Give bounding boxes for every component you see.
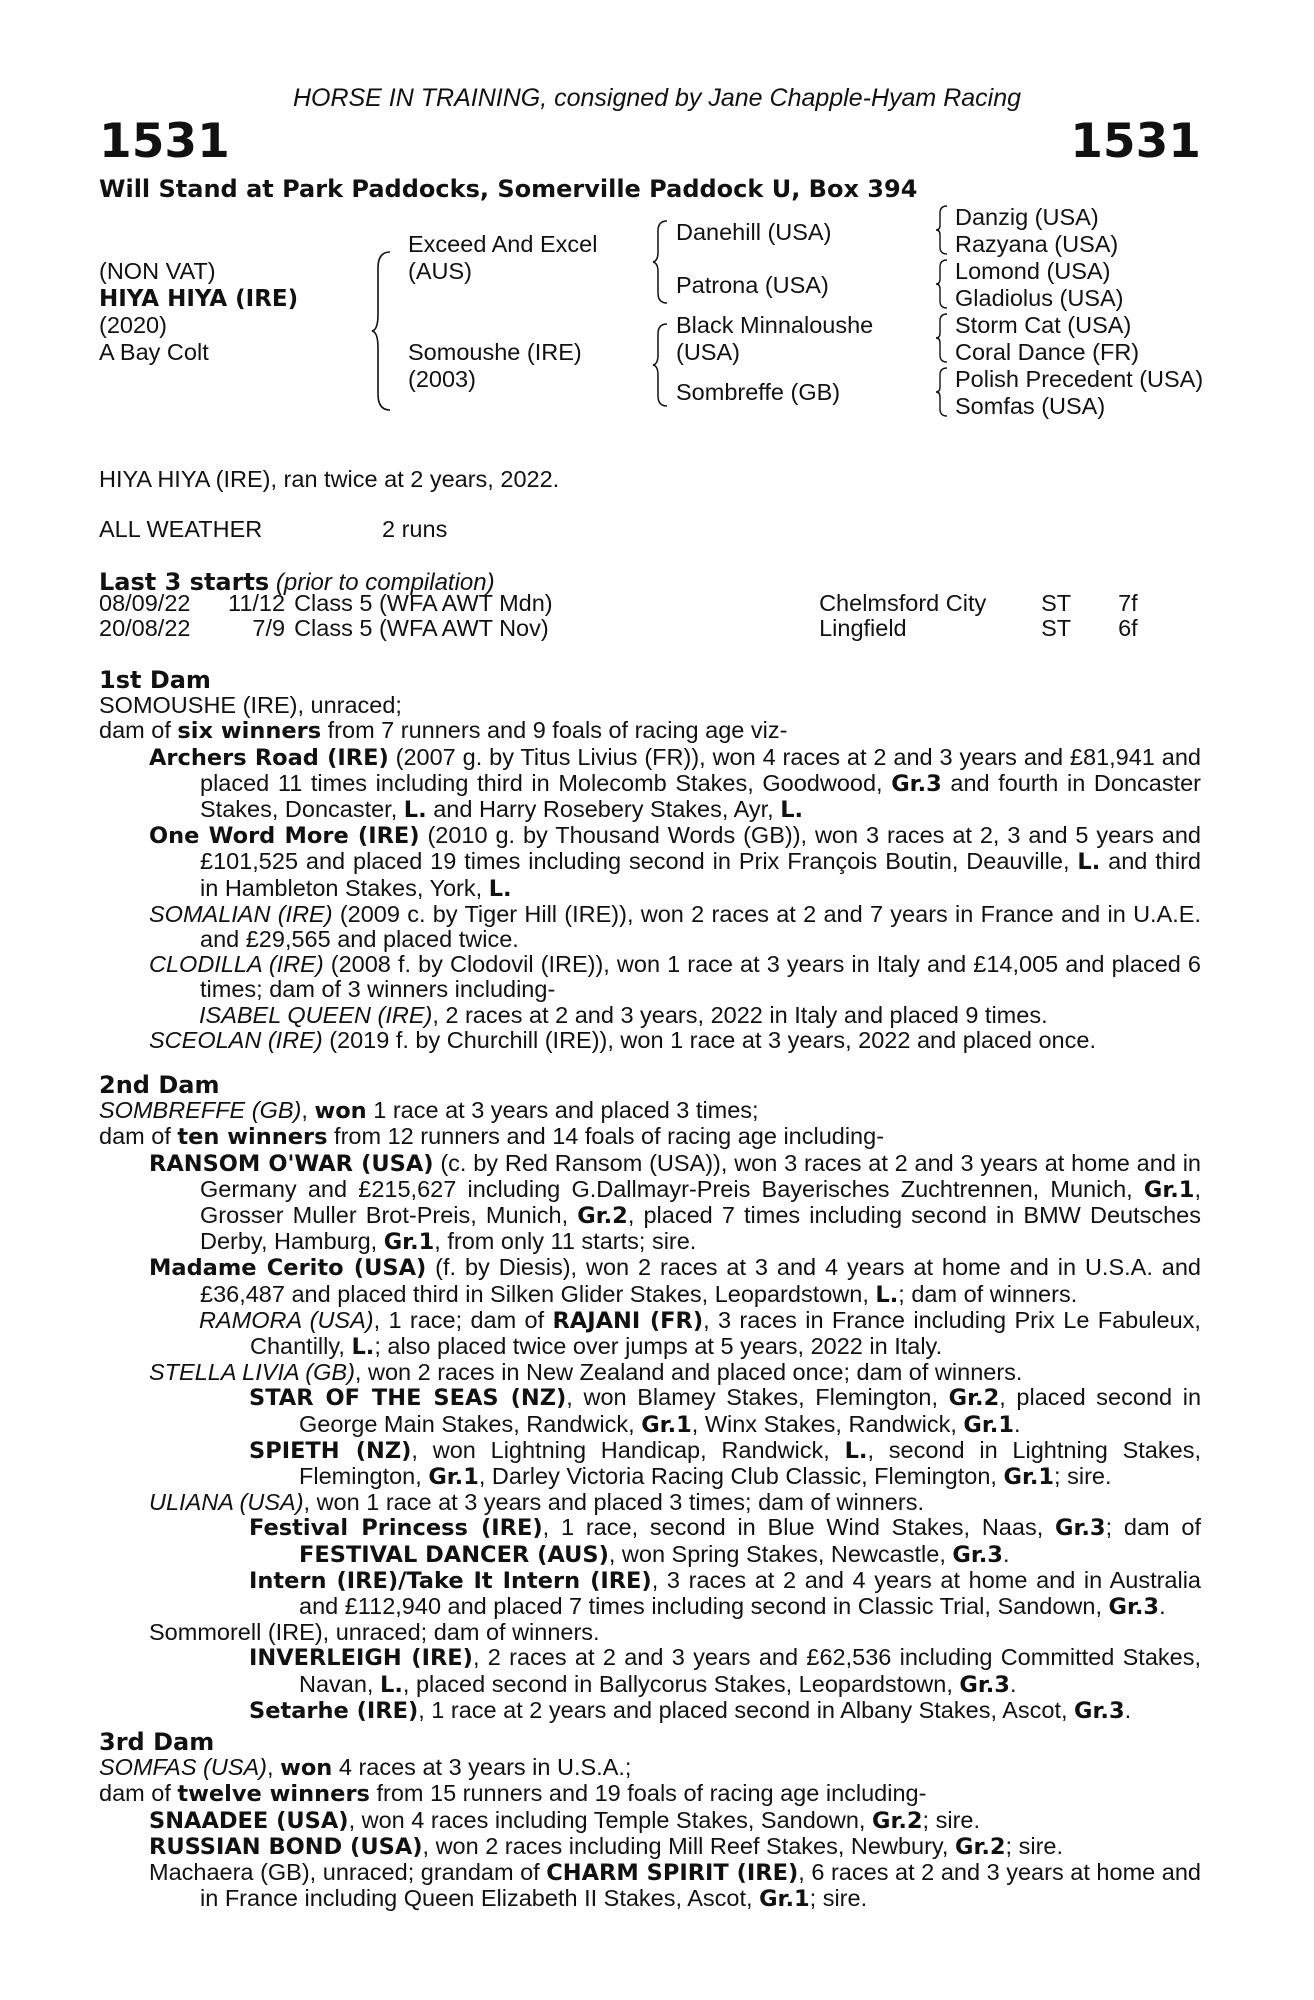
produce-archers-road: Archers Road (IRE) (2007 g. by Titus Livius (FR)), won 4 races at 2 and 3 years and £81,941 and placed 11 times including third in Molecomb Stakes, Goodwood, Gr.3 and fourth in Doncaster Stakes, Doncaster, L. and Harry Rosebery Stakes, Ayr, L. xyxy=(149,743,1202,824)
second-dam-produce: dam of ten winners from 12 runners and 14 foals of racing age including- xyxy=(99,1123,885,1151)
pedigree-brace-main xyxy=(370,250,394,412)
race-summary: HIYA HIYA (IRE), ran twice at 2 years, 2022. xyxy=(99,466,560,492)
surface-label: ALL WEATHER xyxy=(99,516,263,542)
second-dam-section xyxy=(99,1073,1201,1724)
start-row: 08/09/22 11/12 Class 5 (WFA AWT Mdn) Chelmsford City ST 7f xyxy=(99,590,1138,616)
first-dam-heading: 1st Dam xyxy=(99,666,211,694)
produce-ransom-owar: RANSOM O'WAR (USA) (c. by Red Ransom (USA)), won 3 races at 2 and 3 years at home and in Germany and £215,627 including G.Dallmayr-Preis Bayerisches Zuchtrennen, Munich, Gr.1, Grosser Muller Brot-Preis, Munich, Gr.2, placed 7 times including second in BMW Deutsches Derby, Hamburg, Gr.1, from only 11 starts; sire. xyxy=(149,1149,1202,1256)
pedigree-brace-ss xyxy=(935,204,949,256)
sds: Lomond (USA) xyxy=(955,258,1111,284)
pedigree-brace-sire xyxy=(652,219,670,305)
produce-one-word-more: One Word More (IRE) (2010 g. by Thousand Words (GB)), won 3 races at 2, 3 and 5 years and £101,525 and placed 19 times including second in Prix François Boutin, Deauville, L. and third in Hambleton Stakes, York, L. xyxy=(149,822,1201,902)
third-dam-name: SOMFAS (USA), won 4 races at 3 years in U.S.A.; xyxy=(99,1754,632,1782)
dss: Storm Cat (USA) xyxy=(955,312,1132,338)
dam-sire-line1: Black Minnaloushe xyxy=(676,312,874,338)
dam-dam: Sombreffe (GB) xyxy=(676,379,841,405)
dam-name-line2: (2003) xyxy=(408,366,476,392)
dam-name-line1: Somoushe (IRE) xyxy=(408,339,582,365)
start-row: 20/08/22 7/9 Class 5 (WFA AWT Nov) Lingfield ST 6f xyxy=(99,615,1138,641)
produce-spieth: SPIETH (NZ), won Lightning Handicap, Randwick, L., second in Lightning Stakes, Flemington, Gr.1, Darley Victoria Racing Club Classic, Flemington, Gr.1; sire. xyxy=(249,1436,1201,1491)
horse-name: HIYA HIYA (IRE) xyxy=(99,286,299,312)
lot-number-right: 1531 xyxy=(1070,114,1201,169)
ssd: Razyana (USA) xyxy=(955,231,1119,257)
produce-machaera: Machaera (GB), unraced; grandam of CHARM SPIRIT (IRE), 6 races at 2 and 3 years at home and in France including Queen Elizabeth II Stakes, Ascot, Gr.1; sire. xyxy=(149,1859,1201,1913)
second-dam-name: SOMBREFFE (GB), won 1 race at 3 years and placed 3 times; xyxy=(99,1097,759,1125)
produce-sceolan: SCEOLAN (IRE) (2019 f. by Churchill (IRE)), won 1 race at 3 years, 2022 and placed once. xyxy=(149,1026,1096,1053)
pedigree-brace-ds xyxy=(935,312,949,364)
first-dam-name: SOMOUSHE (IRE), unraced; xyxy=(99,692,402,719)
produce-setarhe: Setarhe (IRE), 1 race at 2 years and placed second in Albany Stakes, Ascot, Gr.3. xyxy=(249,1696,1132,1724)
produce-somalian: SOMALIAN (IRE) (2009 c. by Tiger Hill (IRE)), won 2 races at 2 and 7 years in France and in U.A.E. and £29,565 and placed twice. xyxy=(149,900,1201,953)
consignment-header: HORSE IN TRAINING, consigned by Jane Chapple-Hyam Racing xyxy=(292,84,1022,112)
sire-name-line1: Exceed And Excel xyxy=(408,231,598,257)
pedigree-brace-dam xyxy=(652,322,670,408)
sss: Danzig (USA) xyxy=(955,204,1099,230)
lot-number-left: 1531 xyxy=(99,114,230,169)
sire-dam: Patrona (USA) xyxy=(676,272,829,298)
vat-status: (NON VAT) xyxy=(99,258,216,284)
produce-isabel-queen: ISABEL QUEEN (IRE), 2 races at 2 and 3 years, 2022 in Italy and placed 9 times. xyxy=(199,1001,1048,1028)
last-starts-heading: Last 3 starts (prior to compilation) xyxy=(99,568,495,596)
ddd: Somfas (USA) xyxy=(955,393,1106,419)
produce-madame-cerito: Madame Cerito (USA) (f. by Diesis), won 2 races at 3 and 4 years at home and in U.S.A. and £36,487 and placed third in Silken Glider Stakes, Leopardstown, L.; dam of winners. xyxy=(149,1254,1201,1308)
produce-inverleigh: INVERLEIGH (IRE), 2 races at 2 and 3 years and £62,536 including Committed Stakes, Navan, L., placed second in Ballycorus Stakes, Leopardstown, Gr.3. xyxy=(249,1644,1201,1698)
surface-runs: 2 runs xyxy=(382,516,448,542)
first-dam-produce: dam of six winners from 7 runners and 9 foals of racing age viz- xyxy=(99,717,788,745)
produce-snaadee: SNAADEE (USA), won 4 races including Temple Stakes, Sandown, Gr.2; sire. xyxy=(149,1806,981,1834)
produce-intern: Intern (IRE)/Take It Intern (IRE), 3 races at 2 and 4 years at home and in Australia and £112,940 and placed 7 times including second in Classic Trial, Sandown, Gr.3. xyxy=(249,1566,1201,1621)
horse-description: A Bay Colt xyxy=(99,339,209,365)
produce-sommorell: Sommorell (IRE), unraced; dam of winners. xyxy=(149,1619,600,1646)
stand-location: Will Stand at Park Paddocks, Somerville Paddock U, Box 394 xyxy=(99,175,918,203)
produce-clodilla: CLODILLA (IRE) (2008 f. by Clodovil (IRE)), won 1 race at 3 years in Italy and £14,005 and placed 6 times; dam of 3 winners including- xyxy=(149,951,1201,1003)
produce-uliana: ULIANA (USA), won 1 race at 3 years and placed 3 times; dam of winners. xyxy=(149,1489,924,1516)
third-dam-heading: 3rd Dam xyxy=(99,1728,215,1756)
produce-festival-princess: Festival Princess (IRE), 1 race, second in Blue Wind Stakes, Naas, Gr.3; dam of FESTIVAL DANCER (AUS), won Spring Stakes, Newcastle, Gr.3. xyxy=(249,1514,1202,1568)
sire-sire: Danehill (USA) xyxy=(676,219,832,245)
sire-name-line2: (AUS) xyxy=(408,258,472,284)
produce-stella-livia: STELLA LIVIA (GB), won 2 races in New Zealand and placed once; dam of winners. xyxy=(149,1359,1023,1386)
dam-sire-line2: (USA) xyxy=(676,339,740,365)
third-dam-section xyxy=(99,1730,1201,1912)
first-dam-section xyxy=(99,668,1201,1053)
foaling-year: (2020) xyxy=(99,312,167,338)
produce-star-of-the-seas: STAR OF THE SEAS (NZ), won Blamey Stakes, Flemington, Gr.2, placed second in George Main Stakes, Randwick, Gr.1, Winx Stakes, Randwick, Gr.1. xyxy=(249,1384,1202,1438)
dds: Polish Precedent (USA) xyxy=(955,366,1204,392)
pedigree-brace-dd xyxy=(935,366,949,418)
dsd: Coral Dance (FR) xyxy=(955,339,1140,365)
produce-ramora: RAMORA (USA), 1 race; dam of RAJANI (FR), 3 races in France including Prix Le Fabuleux, Chantilly, L.; also placed twice over jumps at 5 years, 2022 in Italy. xyxy=(199,1306,1201,1361)
produce-russian-bond: RUSSIAN BOND (USA), won 2 races including Mill Reef Stakes, Newbury, Gr.2; sire. xyxy=(149,1832,1064,1860)
second-dam-heading: 2nd Dam xyxy=(99,1071,220,1099)
last-starts-table xyxy=(99,591,1138,641)
sdd: Gladiolus (USA) xyxy=(955,285,1124,311)
pedigree-brace-sd xyxy=(935,258,949,310)
third-dam-produce: dam of twelve winners from 15 runners and 19 foals of racing age including- xyxy=(99,1780,927,1808)
